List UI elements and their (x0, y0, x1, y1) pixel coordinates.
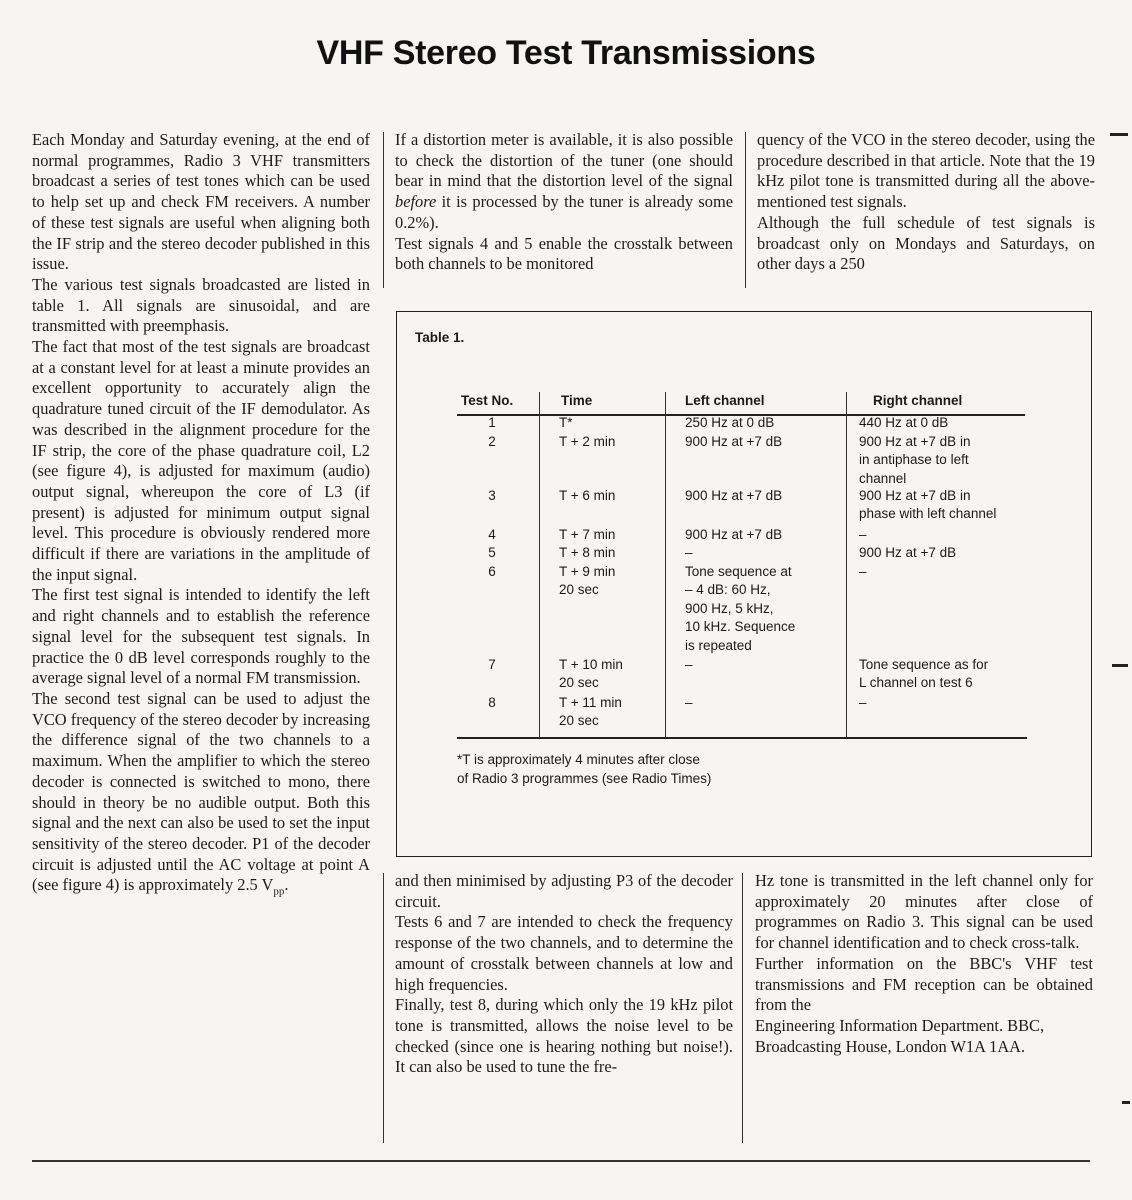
cell-left-channel: 900 Hz at +7 dB (685, 488, 783, 503)
cell-time: T + 2 min (559, 434, 616, 449)
page-bottom-rule (32, 1160, 1090, 1162)
paragraph: Tests 6 and 7 are intended to check the frequency response of the two channels, and to determine the amount of crosstalk between channels at low and high frequencies. (395, 912, 733, 994)
cell-right-channel: 900 Hz at +7 dB in phase with left channel (859, 488, 997, 522)
cell-right-channel: Tone sequence as for L channel on test 6 (859, 657, 989, 691)
column-2-bottom (395, 871, 733, 1078)
paragraph: Hz tone is transmitted in the left channel only for approximately 20 minutes after close of programmes on Radio 3. This signal can be used for channel identification and to check cross-talk. (755, 871, 1093, 953)
table-bottom-rule (457, 737, 1027, 739)
cell-test-no: 4 (488, 527, 496, 542)
table-caption: Table 1. (415, 330, 465, 345)
cell-time: T + 10 min 20 sec (559, 657, 623, 691)
cell-time: T + 7 min (559, 527, 616, 542)
cell-time: T + 11 min 20 sec (559, 695, 622, 729)
paragraph-text: If a distortion meter is available, it is also possible to check the distortion of the tuner (one should bear in mind that the distortion level of the signal (395, 130, 733, 191)
cell-test-no: 5 (488, 545, 496, 560)
edge-mark (1110, 133, 1128, 136)
column-rule (383, 873, 384, 1143)
column-rule (383, 132, 384, 288)
table-column-rule (539, 392, 540, 737)
table-column-rule (665, 392, 666, 737)
cell-test-no: 3 (488, 488, 496, 503)
cell-left-channel: – (685, 545, 693, 560)
table-1 (396, 311, 1092, 857)
edge-mark (1122, 1101, 1130, 1104)
table-footnote: *T is approximately 4 minutes after close of Radio 3 programmes (see Radio Times) (457, 752, 712, 786)
cell-left-channel: 250 Hz at 0 dB (685, 415, 775, 430)
paragraph-text: it is processed by the tuner is already some 0.2%). (395, 192, 733, 232)
paragraph: Finally, test 8, during which only the 19 kHz pilot tone is transmitted, allows the noise level to be checked (since one is hearing nothing but noise!). It can also be used to tune the fre- (395, 995, 733, 1077)
paragraph: The fact that most of the test signals are broadcast at a constant level for at least a minute provides an excellent opportunity to accurately align the quadrature tuned circuit of the IF demodulator. As was described in the alignment procedure for the IF strip, the core of the phase quadrature coil, L2 (see figure 4), is adjusted for maximum (audio) output signal, whereupon the core of L3 (if present) is adjusted for minimum output signal level. This procedure is obviously rendered more difficult if there are variations in the amplitude of the input signal. (32, 337, 370, 584)
emphasis: before (395, 192, 437, 212)
cell-right-channel: – (859, 527, 867, 542)
column-rule (742, 873, 743, 1143)
cell-left-channel: – (685, 695, 693, 710)
cell-left-channel: 900 Hz at +7 dB (685, 434, 783, 449)
paragraph: Test signals 4 and 5 enable the crosstalk between both channels to be monitored (395, 233, 733, 274)
cell-left-channel: – (685, 657, 693, 672)
column-2-top (395, 130, 733, 275)
column-3-bottom (755, 871, 1093, 1057)
cell-test-no: 2 (488, 434, 496, 449)
cell-time: T + 6 min (559, 488, 616, 503)
cell-right-channel: 900 Hz at +7 dB in in antiphase to left channel (859, 434, 971, 486)
header-right-channel: Right channel (873, 393, 963, 408)
cell-left-channel: Tone sequence at – 4 dB: 60 Hz, 900 Hz, 5 kHz, 10 kHz. Sequence is repeated (685, 564, 796, 653)
cell-time: T* (559, 415, 573, 430)
paragraph (32, 689, 370, 902)
table-column-rule (846, 392, 847, 737)
cell-right-channel: – (859, 695, 867, 710)
subscript-pp: pp (273, 885, 285, 898)
article-title: VHF Stereo Test Transmissions (316, 34, 816, 72)
paragraph: Each Monday and Saturday evening, at the end of normal programmes, Radio 3 VHF transmitters broadcast a series of test tones which can be used to help set up and check FM receivers. A number of these test signals are useful when aligning both the IF strip and the stereo decoder published in this issue. (32, 130, 370, 274)
cell-test-no: 8 (488, 695, 496, 710)
paragraph: Engineering Information Department. BBC, Broadcasting House, London W1A 1AA. (755, 1015, 1045, 1056)
paragraph (395, 130, 733, 234)
header-left-channel: Left channel (685, 393, 765, 408)
edge-mark (1112, 664, 1128, 667)
header-time: Time (561, 393, 593, 408)
cell-right-channel: 900 Hz at +7 dB (859, 545, 957, 560)
cell-time: T + 8 min (559, 545, 616, 560)
cell-test-no: 1 (488, 415, 496, 430)
paragraph: and then minimised by adjusting P3 of the decoder circuit. (395, 871, 733, 911)
paragraph-text: The second test signal can be used to adjust the VCO frequency of the stereo decoder by increasing the difference signal of the two channels to a maximum. When the amplifier to which the stereo decoder is connected is switched to mono, there should in theory be no audible output. Both this signal and the next can also be used to set the input sensitivity of the stereo decoder. P1 of the decoder circuit is adjusted until the AC voltage at point A (see figure 4) is approximately 2.5 V (32, 688, 370, 895)
paragraph: The first test signal is intended to identify the left and right channels and to establish the reference signal level for the subsequent test signals. In practice the 0 dB level corresponds roughly to the average signal level of a normal FM transmission. (32, 585, 370, 688)
paragraph: quency of the VCO in the stereo decoder, using the procedure described in that article. Note that the 19 kHz pilot tone is transmitted during all the above-mentioned test signals. (757, 130, 1095, 212)
cell-left-channel: 900 Hz at +7 dB (685, 527, 783, 542)
paragraph: Although the full schedule of test signals is broadcast only on Mondays and Saturdays, on other days a 250 (757, 212, 1095, 274)
cell-time: T + 9 min 20 sec (559, 564, 616, 598)
paragraph-end: . (284, 875, 289, 895)
header-test-no: Test No. (461, 393, 514, 408)
paragraph: The various test signals broadcasted are listed in table 1. All signals are sinusoidal, and are transmitted with preemphasis. (32, 274, 370, 336)
cell-right-channel: – (859, 564, 867, 579)
paragraph: Further information on the BBC's VHF test transmissions and FM reception can be obtained from the (755, 953, 1093, 1015)
column-rule (745, 132, 746, 288)
cell-test-no: 7 (488, 657, 496, 672)
column-1 (32, 130, 370, 902)
cell-test-no: 6 (488, 564, 496, 579)
cell-right-channel: 440 Hz at 0 dB (859, 415, 949, 430)
column-3-top (757, 130, 1095, 275)
